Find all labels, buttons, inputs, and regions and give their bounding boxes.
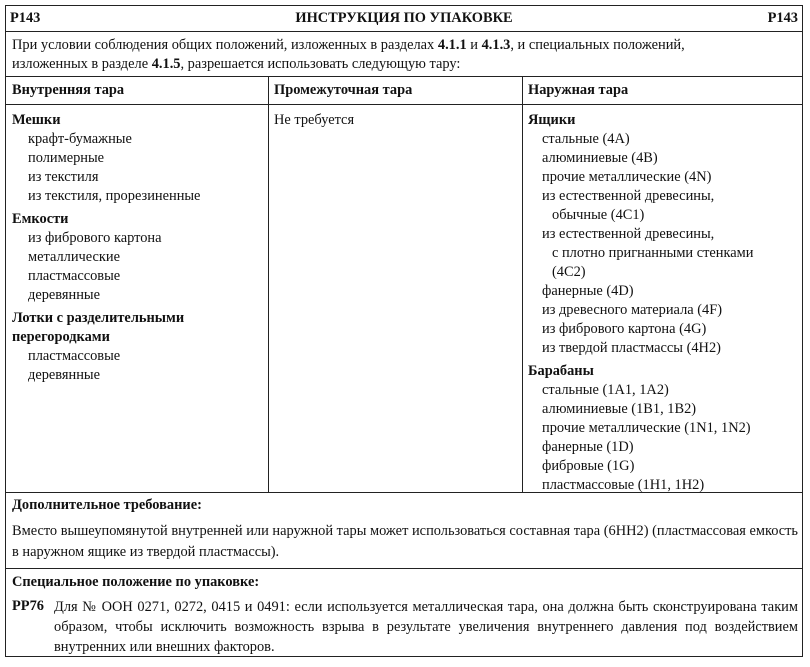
- ref-4-1-3: 4.1.3: [481, 37, 511, 53]
- boxes-title: Ящики: [528, 112, 576, 128]
- rule-additional: [6, 568, 802, 569]
- list-item: из текстиля, прорезиненные: [28, 188, 201, 204]
- intro-line-1: При условии соблюдения общих положений, изложенных в разделах 4.1.1 и 4.1.3, и специальных положений,: [12, 37, 685, 53]
- rule-col-2: [522, 76, 523, 492]
- list-item: алюминиевые (1B1, 1B2): [542, 401, 697, 417]
- column-header-outer: Наружная тара: [528, 82, 629, 98]
- trays-list: [28, 347, 200, 385]
- list-item: фанерные (4D): [542, 283, 634, 299]
- column-header-inner: Внутренняя тара: [12, 82, 125, 98]
- list-item: из естественной древесины,: [542, 188, 715, 204]
- special-provision-code: PP76: [12, 598, 44, 614]
- instruction-code-right: P143: [767, 10, 798, 26]
- list-item: пластмассовые: [28, 348, 121, 364]
- additional-requirement-title: Дополнительное требование:: [12, 497, 202, 513]
- list-item: из естественной древесины,: [542, 226, 715, 242]
- list-item: из фибрового картона: [28, 230, 162, 246]
- trays-title-line-2: перегородками: [12, 329, 110, 345]
- drums-title: Барабаны: [528, 363, 594, 379]
- list-item: с плотно пригнанными стенками: [552, 245, 754, 261]
- special-provision-title: Специальное положение по упаковке:: [12, 574, 260, 590]
- list-item: пластмассовые: [28, 268, 121, 284]
- list-item: прочие металлические (1N1, 1N2): [542, 420, 751, 436]
- ref-4-1-1: 4.1.1: [437, 37, 467, 53]
- outer-packaging-column: [528, 111, 753, 495]
- rule-header: [6, 31, 802, 32]
- list-item: фанерные (1D): [542, 439, 634, 455]
- trays-title-line-1: Лотки с разделительными: [12, 310, 185, 326]
- list-item: деревянные: [28, 287, 100, 303]
- column-header-intermediate: Промежуточная тара: [274, 82, 413, 98]
- rule-column-headers: [6, 104, 802, 105]
- packing-instruction-table: [5, 5, 803, 657]
- list-item: прочие металлические (4N): [542, 169, 712, 185]
- list-item: стальные (1A1, 1A2): [542, 382, 669, 398]
- inner-packaging-column: [12, 111, 200, 385]
- rule-col-1: [268, 76, 269, 492]
- containers-title: Емкости: [12, 211, 69, 227]
- list-item: стальные (4A): [542, 131, 630, 147]
- drums-list: [542, 381, 753, 495]
- intermediate-packaging-text: Не требуется: [274, 112, 355, 128]
- intro-line-2: изложенных в разделе 4.1.5, разрешается использовать следующую тару:: [12, 56, 461, 72]
- list-item: (4C2): [552, 264, 586, 280]
- containers-list: [28, 229, 200, 305]
- list-item: фибровые (1G): [542, 458, 635, 474]
- instruction-code-left: P143: [10, 10, 41, 26]
- list-item: из текстиля: [28, 169, 99, 185]
- list-item: из древесного материала (4F): [542, 302, 723, 318]
- bags-title: Мешки: [12, 112, 61, 128]
- list-item: деревянные: [28, 367, 100, 383]
- list-item: пластмассовые (1H1, 1H2): [542, 477, 705, 493]
- boxes-list: [542, 130, 753, 358]
- list-item: крафт-бумажные: [28, 131, 132, 147]
- list-item: из твердой пластмассы (4H2): [542, 340, 721, 356]
- bags-list: [28, 130, 200, 206]
- special-provision-text: Для № ООН 0271, 0272, 0415 и 0491: если используется металлическая тара, она должна быть сконструирована таким образом, чтобы исключить возможность взрыва в результате увеличения внутреннего давления под воздействием внутренних или внешних факторов.: [54, 599, 798, 655]
- list-item: металлические: [28, 249, 120, 265]
- instruction-title: ИНСТРУКЦИЯ ПО УПАКОВКЕ: [295, 10, 513, 26]
- rule-intro: [6, 76, 802, 77]
- list-item: полимерные: [28, 150, 105, 166]
- additional-requirement-text: Вместо вышеупомянутой внутренней или наружной тары может использоваться составная тара (6HH2) (пластмассовая емкость в наружном ящике из твердой пластмассы).: [12, 523, 798, 560]
- list-item: из фибрового картона (4G): [542, 321, 707, 337]
- ref-4-1-5: 4.1.5: [151, 56, 181, 72]
- list-item: обычные (4C1): [552, 207, 645, 223]
- list-item: алюминиевые (4B): [542, 150, 658, 166]
